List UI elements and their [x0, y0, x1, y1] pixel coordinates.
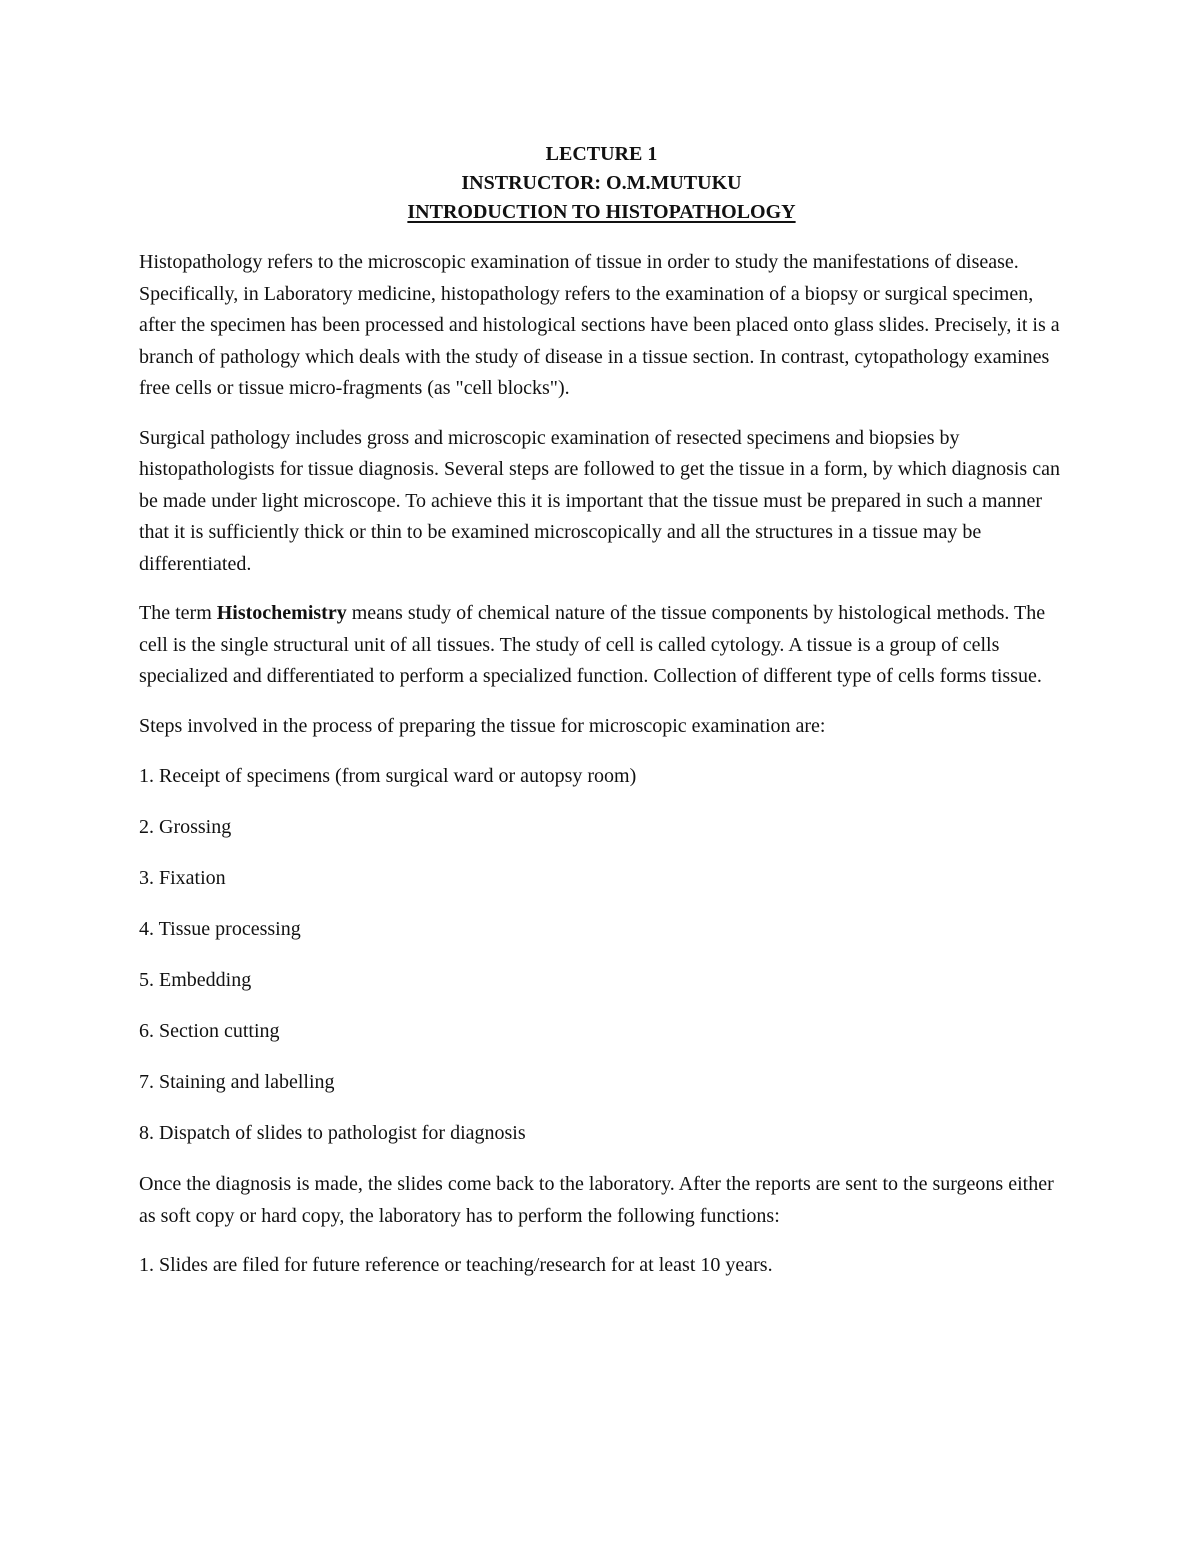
list-item-step: 6. Section cutting: [139, 1020, 280, 1042]
histochemistry-rest: means study of chemical nature of the tissue components by histological methods. The cell is the single structural unit of all tissues. The study of cell is called cytology. A tissue is a group of cells specialized and differentiated to perform a specialized function. Collection of different type of cells forms tissue.: [139, 602, 1046, 687]
list-item-step: 2. Grossing: [139, 816, 232, 838]
list-item-step: 1. Receipt of specimens (from surgical ward or autopsy room): [139, 765, 637, 787]
document-content: [139, 140, 1064, 1301]
list-item-step: 4. Tissue processing: [139, 918, 301, 940]
list-item-step: 8. Dispatch of slides to pathologist for diagnosis: [139, 1122, 526, 1144]
steps-list: [139, 761, 1064, 1150]
list-item-function: 1. Slides are filed for future reference or teaching/research for at least 10 years.: [139, 1254, 773, 1276]
document-title-text: INTRODUCTION TO HISTOPATHOLOGY: [407, 201, 796, 223]
list-item-step: 5. Embedding: [139, 969, 252, 991]
document-title: [139, 198, 1064, 227]
paragraph-histopathology-definition: Histopathology refers to the microscopic examination of tissue in order to study the manifestations of disease. Specifically, in Laboratory medicine, histopathology refers to the examination of a biopsy or surgical specimen, after the specimen has been processed and histological sections have been placed onto glass slides. Precisely, it is a branch of pathology which deals with the study of disease in a tissue section. In contrast, cytopathology examines free cells or tissue micro-fragments (as "cell blocks").: [139, 251, 1060, 399]
steps-intro: Steps involved in the process of preparing the tissue for microscopic examination are:: [139, 714, 826, 737]
lecture-number: LECTURE 1: [545, 143, 658, 165]
functions-list: [139, 1250, 1064, 1282]
paragraph-histochemistry: [139, 598, 1064, 693]
list-item-step: 3. Fixation: [139, 867, 226, 889]
document-header: [139, 140, 1064, 227]
instructor-name: INSTRUCTOR: O.M.MUTUKU: [461, 172, 742, 194]
histochemistry-prefix: The term: [139, 602, 217, 624]
histochemistry-term: Histochemistry: [216, 602, 347, 624]
paragraph-after-diagnosis: Once the diagnosis is made, the slides come back to the laboratory. After the reports are sent to the surgeons either as soft copy or hard copy, the laboratory has to perform the following functions:: [139, 1173, 1054, 1227]
list-item-step: 7. Staining and labelling: [139, 1071, 335, 1093]
paragraph-surgical-pathology: Surgical pathology includes gross and microscopic examination of resected specimens and biopsies by histopathologists for tissue diagnosis. Several steps are followed to get the tissue in a form, by which diagnosis can be made under light microscope. To achieve this it is important that the tissue must be prepared in such a manner that it is sufficiently thick or thin to be examined microscopically and all the structures in a tissue may be differentiated.: [139, 426, 1060, 575]
